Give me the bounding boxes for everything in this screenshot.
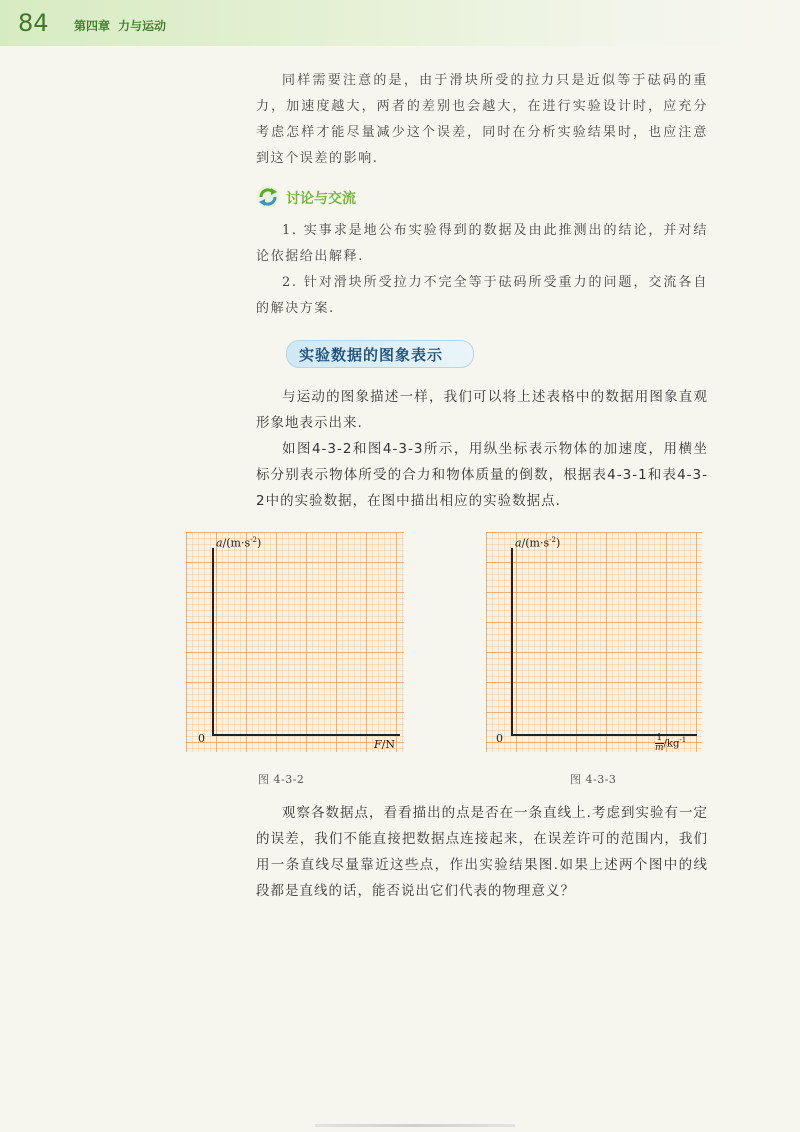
closing-paragraph: 观察各数据点，看看描出的点是否在一条直线上.考虑到实验有一定的误差，我们不能直接把数据点连接起来，在误差许可的范围内，我们用一条直线尽量靠近这些点，作出实验结果图.如果上述两个图中的线段都是直线的话，能否说出它们代表的物理意义？ xyxy=(256,805,708,899)
body-paragraph-1: 与运动的图象描述一样，我们可以将上述表格中的数据用图象直观形象地表示出来. xyxy=(256,389,708,431)
intro-paragraph: 同样需要注意的是，由于滑块所受的拉力只是近似等于砝码的重力，加速度越大，两者的差别也会越大，在进行实验设计时，应充分考虑怎样才能尽量减少这个误差，同时在分析实验结果时，也应注意到这个误差的影响. xyxy=(256,73,708,166)
x-axis-label: $\frac{1}{m}$ $/kg^{-1}$ xyxy=(655,733,687,753)
figure-caption-4-3-3: 图 4-3-3 xyxy=(570,773,617,786)
chapter-number: 第四章 xyxy=(74,19,111,33)
page-number: 84 xyxy=(18,9,49,37)
discussion-item-2: 2. 针对滑块所受拉力不完全等于砝码所受重力的问题，交流各自的解决方案. xyxy=(256,275,708,316)
y-axis xyxy=(511,548,513,736)
y-axis xyxy=(212,548,214,736)
footer-divider xyxy=(315,1124,515,1127)
x-axis-label: F/N xyxy=(374,738,395,751)
discussion-icon xyxy=(256,185,280,209)
body-paragraph-2: 如图4-3-2和图4-3-3所示，用纵坐标表示物体的加速度，用横坐标分别表示物体所受的合力和物体质量的倒数，根据表4-3-1和表4-3-2中的实验数据，在图中描出相应的实验数据点. xyxy=(256,441,708,509)
y-axis-label: $a/(m\cdot s^{-2})$ xyxy=(216,536,262,550)
page-header xyxy=(0,0,800,46)
figure-grid-4-3-2 xyxy=(186,532,404,752)
origin-label: 0 xyxy=(496,732,503,745)
figure-grid-4-3-3 xyxy=(486,532,702,752)
discussion-title: 讨论与交流 xyxy=(286,191,356,207)
section-heading xyxy=(286,340,474,368)
figure-caption-4-3-2: 图 4-3-2 xyxy=(258,773,305,786)
x-axis xyxy=(212,734,400,736)
discussion-item-1: 1. 实事求是地公布实验得到的数据及由此推测出的结论，并对结论依据给出解释. xyxy=(256,223,708,264)
chapter-title: 力与运动 xyxy=(118,19,167,33)
chapter-heading xyxy=(74,17,174,34)
x-axis-fraction: $\frac{1}{m}$ xyxy=(655,733,664,753)
origin-label: 0 xyxy=(198,732,205,745)
y-axis-label: $a/(m\cdot s^{-2})$ xyxy=(515,536,561,550)
section-title: 实验数据的图象表示 xyxy=(299,346,444,364)
